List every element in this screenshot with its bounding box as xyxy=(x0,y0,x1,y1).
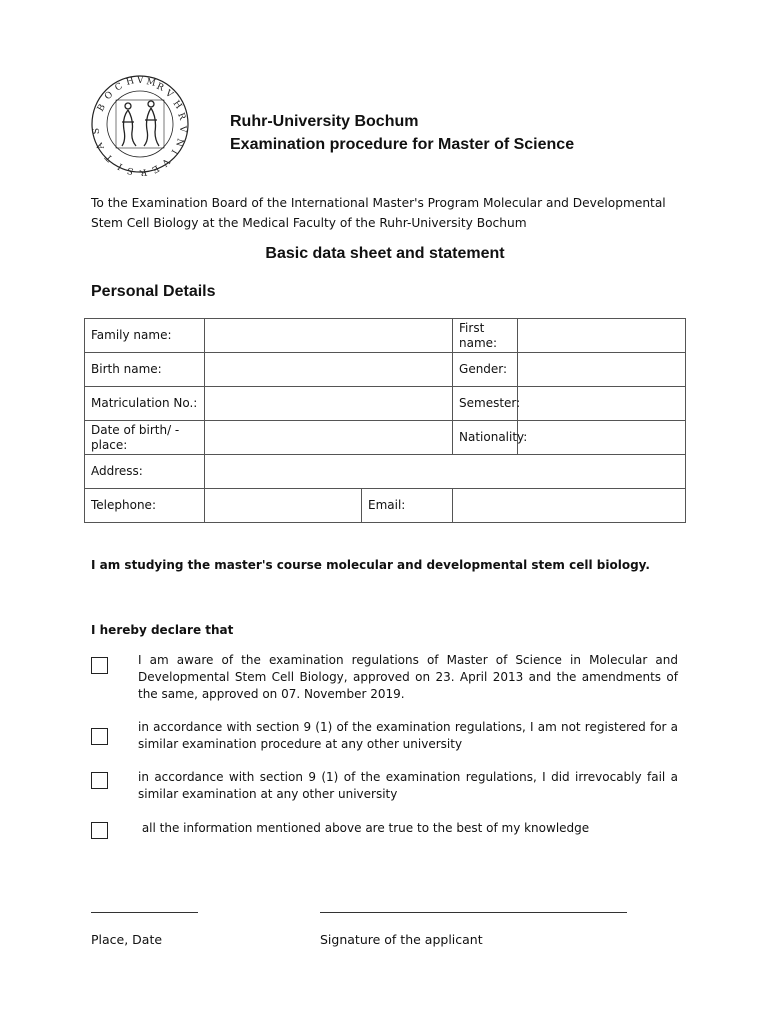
course-statement: I am studying the master's course molecular and developmental stem cell biology. xyxy=(91,558,650,572)
declaration-item-text: I am aware of the examination regulations of Master of Science in Molecular and Developmental Stem Cell Biology, approved on 23. April 2013 and the amendments of the same, approved on 07. November 2019. xyxy=(138,653,678,701)
svg-text:S: S xyxy=(91,127,102,135)
family-name-label: Family name: xyxy=(85,319,205,353)
email-field[interactable] xyxy=(453,489,686,523)
telephone-label: Telephone: xyxy=(85,489,205,523)
matriculation-field[interactable] xyxy=(205,387,453,421)
table-row xyxy=(85,319,686,353)
declaration-item-text: in accordance with section 9 (1) of the examination regulations, I did irrevocably fail a similar examination at any other university xyxy=(138,770,678,801)
intro-line-2: Stem Cell Biology at the Medical Faculty of the Ruhr-University Bochum xyxy=(91,216,527,230)
svg-text:R: R xyxy=(175,111,187,122)
svg-text:M: M xyxy=(145,77,157,89)
svg-text:E: E xyxy=(149,162,161,175)
signature-label: Signature of the applicant xyxy=(320,932,483,947)
procedure-title: Examination procedure for Master of Science xyxy=(230,136,575,153)
svg-text:V: V xyxy=(163,88,175,101)
nationality-field[interactable] xyxy=(518,421,686,455)
gender-label: Gender: xyxy=(453,353,518,387)
first-name-field[interactable] xyxy=(518,319,686,353)
signature-line[interactable] xyxy=(320,912,627,913)
svg-text:T: T xyxy=(103,151,116,163)
svg-text:V: V xyxy=(177,125,188,133)
svg-text:N: N xyxy=(173,137,185,148)
table-row xyxy=(85,387,686,421)
svg-text:V: V xyxy=(159,155,171,168)
date-of-birth-field[interactable] xyxy=(205,421,453,455)
svg-text:A: A xyxy=(94,140,107,151)
svg-text:S: S xyxy=(126,164,135,176)
svg-text:I: I xyxy=(116,160,125,172)
svg-text:H: H xyxy=(125,76,136,88)
semester-label: Semester: xyxy=(453,387,518,421)
address-label: Address: xyxy=(85,455,205,489)
declaration-item-text: all the information mentioned above are true to the best of my knowledge xyxy=(138,821,590,835)
email-label: Email: xyxy=(362,489,453,523)
declaration-checkbox[interactable] xyxy=(91,657,108,674)
nationality-label: Nationality: xyxy=(453,421,518,455)
matriculation-label: Matriculation No.: xyxy=(85,387,205,421)
address-field[interactable] xyxy=(205,455,686,489)
table-row xyxy=(85,421,686,455)
svg-text:H: H xyxy=(170,98,184,112)
svg-text:O: O xyxy=(103,89,116,103)
declaration-title: I hereby declare that xyxy=(91,623,234,637)
addressee-paragraph xyxy=(91,193,691,233)
sheet-title: Basic data sheet and statement xyxy=(265,245,505,262)
table-row xyxy=(85,489,686,523)
intro-line-1: To the Examination Board of the International Master's Program Molecular and Developmental xyxy=(91,196,666,210)
date-of-birth-label: Date of birth/ -place: xyxy=(85,421,205,455)
birth-name-label: Birth name: xyxy=(85,353,205,387)
svg-text:R: R xyxy=(138,166,148,176)
svg-text:B: B xyxy=(95,102,108,114)
svg-text:I: I xyxy=(168,147,180,156)
telephone-field[interactable] xyxy=(205,489,362,523)
svg-text:R: R xyxy=(154,81,166,94)
gender-field[interactable] xyxy=(518,353,686,387)
university-name: Ruhr-University Bochum xyxy=(230,113,419,130)
place-date-label: Place, Date xyxy=(91,932,163,947)
svg-text:V: V xyxy=(137,76,144,86)
university-seal-logo xyxy=(88,72,192,176)
place-date-line[interactable] xyxy=(91,912,198,913)
birth-name-field[interactable] xyxy=(205,353,453,387)
personal-details-title: Personal Details xyxy=(91,283,216,300)
table-row xyxy=(85,455,686,489)
declaration-checkbox[interactable] xyxy=(91,728,108,745)
declaration-checkbox[interactable] xyxy=(91,772,108,789)
table-row xyxy=(85,353,686,387)
personal-details-table xyxy=(84,318,686,523)
first-name-label: First name: xyxy=(453,319,518,353)
declaration-item-text: in accordance with section 9 (1) of the examination regulations, I am not registered for a similar examination procedure at any other university xyxy=(138,720,678,751)
declaration-checkbox[interactable] xyxy=(91,822,108,839)
svg-text:C: C xyxy=(113,81,125,94)
semester-field[interactable] xyxy=(518,387,686,421)
family-name-field[interactable] xyxy=(205,319,453,353)
document-header xyxy=(230,110,574,156)
